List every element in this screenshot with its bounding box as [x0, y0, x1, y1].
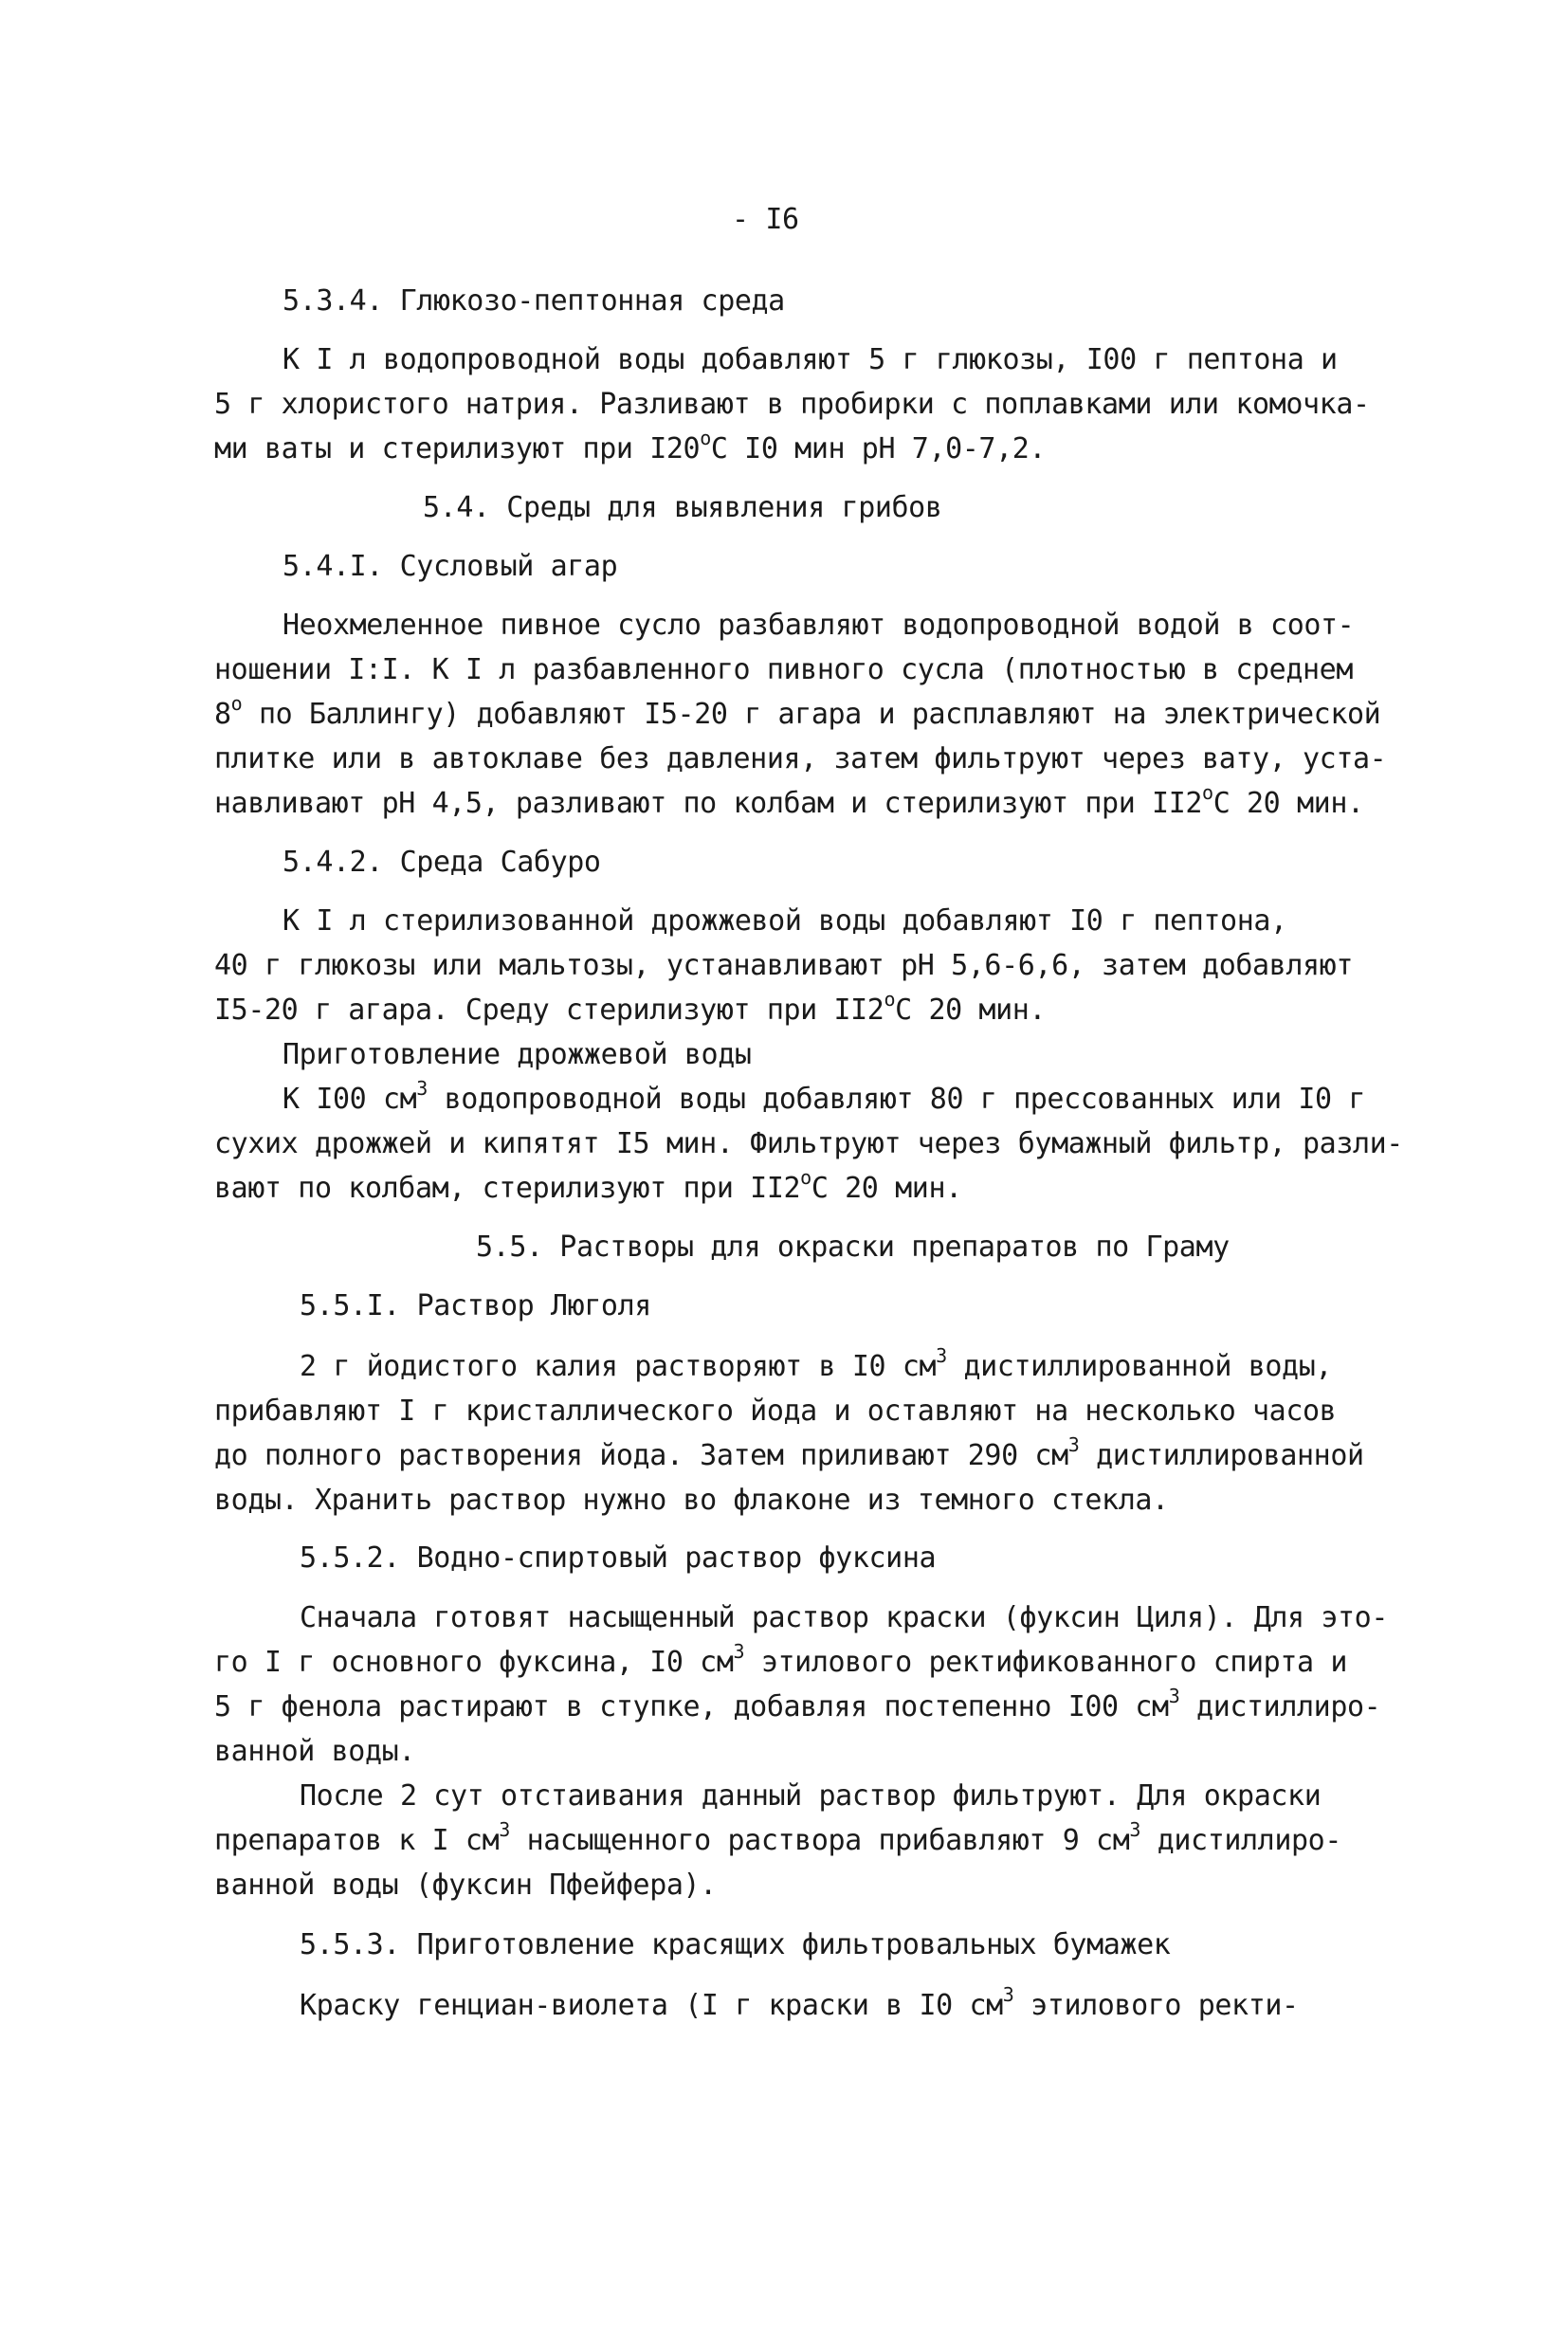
section-heading-5-3-4: 5.3.4. Глюкозо-пептонная среда [283, 284, 785, 318]
paragraph-line: ванной воды (фуксин Пфейфера). [214, 1869, 717, 1902]
paragraph-line: Краску генциан-виолета (I г краски в I0 $см^3$ этилового ректи- [300, 1983, 1299, 2022]
paragraph-line: ми ваты и стерилизуют при $I20^оС$ I0 мин pH 7,0-7,2. [214, 427, 1047, 465]
paragraph-line: воды. Хранить раствор нужно во флаконе из темного стекла. [214, 1484, 1169, 1517]
superscript: о [700, 427, 711, 449]
superscript: 3 [1002, 1983, 1014, 2006]
paragraph-line: 40 г глюкозы или мальтозы, устанавливают pH 5,6-6,6, затем добавляют [214, 949, 1353, 982]
section-heading-5-4-1: 5.4.I. Сусловый агар [283, 550, 618, 583]
paragraph-line: го I г основного фуксина, I0 $см^3$ этилового ректификованного спирта и [214, 1640, 1347, 1679]
superscript: 3 [1129, 1818, 1141, 1841]
paragraph-line: 5 г фенола растирают в ступке, добавляя постепенно I00 $см^3$ дистиллиро- [214, 1685, 1381, 1723]
superscript: 3 [1067, 1433, 1080, 1456]
paragraph-line: К I00 $см^3$ водопроводной воды добавляют 80 г прессованных или I0 г [283, 1077, 1365, 1116]
superscript: 3 [416, 1077, 428, 1100]
paragraph-line: до полного растворения йода. Затем приливают 290 $см^3$ дистиллированной [214, 1433, 1364, 1472]
section-heading-5-5-3: 5.5.3. Приготовление красящих фильтровальных бумажек [300, 1928, 1171, 1961]
paragraph-line: 2 г йодистого калия растворяют в I0 $см^3$ дистиллированной воды, [300, 1344, 1333, 1383]
paragraph-line: вают по колбам, стерилизуют при $II2^оС$ 20 мин. [214, 1166, 962, 1205]
paragraph-line: 5 г хлористого натрия. Разливают в пробирки с поплавками или комочка- [214, 388, 1370, 421]
paragraph-line: навливают pH 4,5, разливают по колбам и стерилизуют при $II2^оС$ 20 мин. [214, 781, 1364, 820]
paragraph-line: ношении I:I. К I л разбавленного пивного сусла (плотностью в среднем [214, 653, 1353, 686]
section-heading-5-4: 5.4. Среды для выявления грибов [423, 491, 942, 524]
paragraph-line: ванной воды. [214, 1735, 415, 1768]
paragraph-line: плитке или в автоклаве без давления, затем фильтруют через вату, уста- [214, 742, 1387, 775]
paragraph-line: сухих дрожжей и кипятят I5 мин. Фильтруют через бумажный фильтр, разли- [214, 1127, 1403, 1160]
paragraph-line: К I л водопроводной воды добавляют 5 г глюкозы, I00 г пептона и [283, 343, 1338, 376]
paragraph-line: I5-20 г агара. Среду стерилизуют при $II2^оС$ 20 мин. [214, 988, 1047, 1027]
section-heading-5-5-2: 5.5.2. Водно-спиртовый раствор фуксина [300, 1541, 937, 1575]
superscript: 3 [733, 1640, 745, 1663]
superscript: 3 [499, 1818, 510, 1841]
paragraph-line: препаратов к I $см^3$ насыщенного раствора прибавляют 9 $см^3$ дистиллиро- [214, 1818, 1341, 1857]
paragraph-line: Сначала готовят насыщенный раствор краски (фуксин Циля). Для это- [300, 1601, 1388, 1634]
superscript: о [800, 1166, 811, 1189]
paragraph-line: прибавляют I г кристаллического йода и оставляют на несколько часов [214, 1395, 1337, 1428]
paragraph-line: Неохмеленное пивное сусло разбавляют водопроводной водой в соот- [283, 609, 1355, 642]
superscript: о [884, 988, 896, 1011]
superscript: 3 [1168, 1685, 1180, 1707]
section-heading-5-5-1: 5.5.I. Раствор Люголя [300, 1289, 651, 1322]
paragraph-line: После 2 сут отстаивания данный раствор фильтруют. Для окраски [300, 1779, 1322, 1813]
section-heading-5-4-2: 5.4.2. Среда Сабуро [283, 846, 601, 879]
page-number: - I6 [732, 203, 799, 236]
subheading-yeast-water: Приготовление дрожжевой воды [283, 1038, 752, 1071]
superscript: о [1202, 781, 1213, 804]
section-heading-5-5: 5.5. Растворы для окраски препаратов по Граму [476, 1231, 1230, 1264]
paragraph-line: К I л стерилизованной дрожжевой воды добавляют I0 г пептона, [283, 904, 1287, 938]
paragraph-line: $8^о$ по Баллингу) добавляют I5-20 г агара и расплавляют на электрической [214, 692, 1381, 731]
superscript: 3 [936, 1344, 947, 1367]
superscript: о [230, 692, 243, 715]
